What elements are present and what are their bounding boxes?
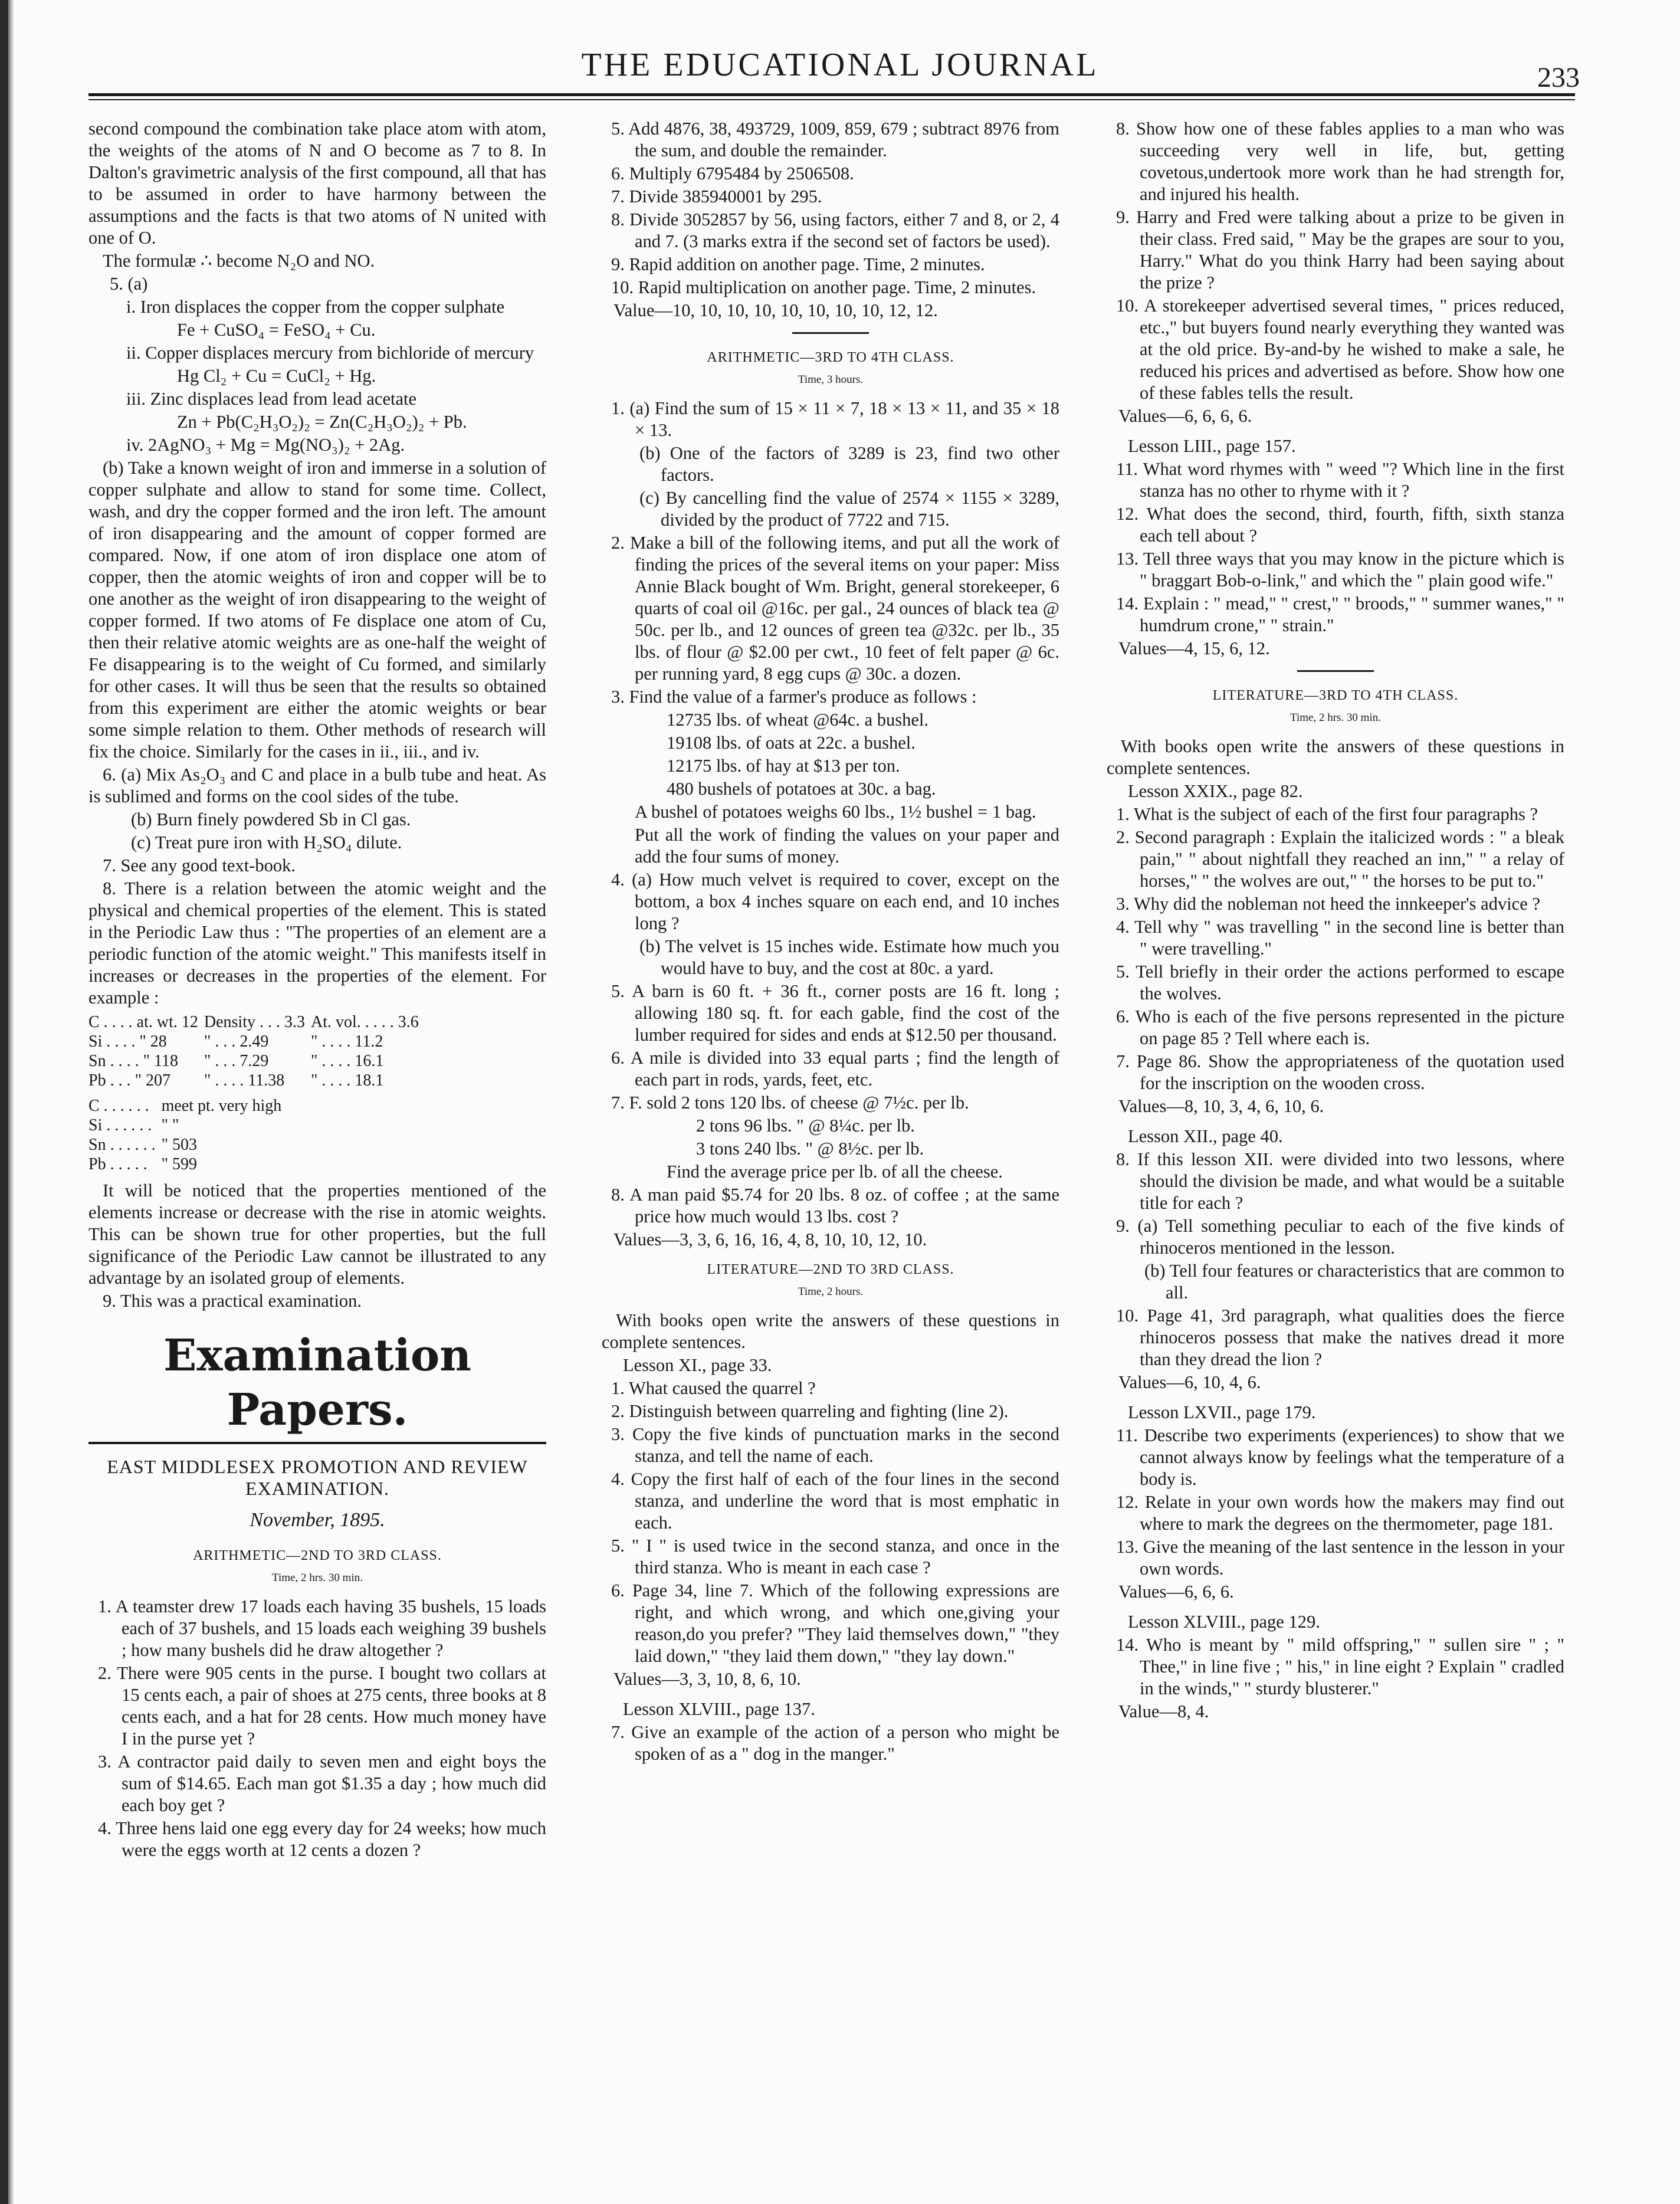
exam-title: EAST MIDDLESEX PROMOTION AND REVIEW EXAMINATION. <box>107 1456 528 1499</box>
question-part: iii. Zinc displaces lead from lead acetate <box>126 389 417 409</box>
paragraph: It will be noticed that the properties mentioned of the elements increase or decrease with the rise in atomic weights. This can be shown true for other properties, but the full significance of the Periodic Law cannot be illustrated to any advantage by an isolated group of elements. <box>88 1180 546 1288</box>
question: 5. (a) <box>110 274 148 294</box>
question: 9. (a) Tell something peculiar to each of the five kinds of rhinoceros mentioned in the lesson. <box>1116 1216 1564 1258</box>
table-row <box>88 1096 287 1116</box>
values-line: Values—6, 6, 6. <box>1118 1582 1234 1602</box>
table-row <box>88 1135 287 1155</box>
column-middle <box>602 118 1059 2183</box>
time-allowed: Time, 2 hrs. 30 min. <box>272 1572 363 1584</box>
question: 1. A teamster drew 17 loads each having 35 bushels, 15 loads each of 37 bushels, and 15 loads each weighing 39 bushels ; how many bushels did he draw altogether ? <box>98 1596 546 1660</box>
page-edge-shadow <box>8 0 14 2204</box>
equation: Fe + CuSO₄ = FeSO₄ + Cu. <box>177 320 376 340</box>
values-line: Values—4, 15, 6, 12. <box>1118 638 1270 658</box>
values-line: Values—3, 3, 10, 8, 6, 10. <box>613 1669 801 1689</box>
question: 3. A contractor paid daily to seven men and eight boys the sum of $14.65. Each man got $1.35 a day ; how much did each boy get ? <box>98 1752 546 1815</box>
question: 5. A barn is 60 ft. + 36 ft., corner posts are 16 ft. long ; allowing 180 sq. ft. for each gable, find the cost of the lumber required for sides and ends at $12.50 per thousand. <box>611 981 1059 1045</box>
table-cell: " . . . . 16.1 <box>311 1052 384 1070</box>
table-cell: At. vol. . . . . 3.6 <box>311 1013 419 1031</box>
question-part: (b) Tell four features or characteristics that are common to all. <box>1144 1261 1564 1303</box>
table-row <box>88 1155 287 1174</box>
question: 8. Divide 3052857 by 56, using factors, either 7 and 8, or 2, 4 and 7. (3 marks extra if the second set of factors be used). <box>611 209 1059 251</box>
question: 13. Tell three ways that you may know in the picture which is " braggart Bob-o-link," and which the " plain good wife." <box>1116 549 1564 591</box>
paragraph: With books open write the answers of these questions in complete sentences. <box>602 1310 1059 1352</box>
values-line: Value—8, 4. <box>1118 1701 1209 1721</box>
values-line: Values—6, 6, 6, 6. <box>1118 406 1252 426</box>
subsection-heading: LITERATURE—3RD TO 4TH CLASS. <box>1212 688 1459 703</box>
question: 14. Explain : " mead," " crest," " broods," " summer wanes," " humdrum crone," " strain." <box>1116 593 1564 635</box>
values-line: Values—8, 10, 3, 4, 6, 10, 6. <box>1118 1096 1324 1116</box>
time-allowed: Time, 2 hours. <box>798 1285 864 1298</box>
table-cell: Si . . . . . . <box>88 1116 152 1134</box>
paragraph: (b) Take a known weight of iron and immerse in a solution of copper sulphate and allow to stand for some time. Collect, wash, and dry the copper formed and the iron left. The amount of iron disappearing and the amount of copper formed are compared. Now, if one atom of iron displace one atom of copper, then the atomic weights of iron and copper will be to one another as the weight of iron disappearing to the weight of copper formed. If two atoms of Fe displace one atom of Cu, then their relative atomic weights are as one-half the weight of Fe disappearing is to the weight of Cu formed, and similarly for other cases. It will thus be seen that the results so obtained from this experiment are either the atomic weights or bear some simple relation to them. Other methods of research will fix the choice. Similarly for the cases in ii., iii., and iv. <box>88 458 546 762</box>
subsection-heading: LITERATURE—2ND TO 3RD CLASS. <box>707 1262 954 1277</box>
lesson-reference: Lesson XII., page 40. <box>1128 1126 1283 1146</box>
table-cell: " . . . 2.49 <box>204 1032 269 1051</box>
header-rule-thin <box>88 99 1575 100</box>
question: 8. If this lesson XII. were divided into two lessons, where should the division be made, and what would be a suitable title for each ? <box>1116 1149 1564 1213</box>
question-part: iv. 2AgNO₃ + Mg = Mg(NO₃)₂ + 2Ag. <box>126 435 405 455</box>
question: 5. Tell briefly in their order the actions performed to escape the wolves. <box>1116 962 1564 1003</box>
values-line: Values—6, 10, 4, 6. <box>1118 1372 1261 1392</box>
equation: Zn + Pb(C₂H₃O₂)₂ = Zn(C₂H₃O₂)₂ + Pb. <box>177 412 467 432</box>
question-line: A bushel of potatoes weighs 60 lbs., 1½ bushel = 1 bag. <box>635 802 1036 822</box>
question: 11. What word rhymes with " weed "? Which line in the first stanza has no other to rhyme with it ? <box>1116 459 1564 501</box>
question-line: 12175 lbs. of hay at $13 per ton. <box>667 756 900 776</box>
question: 2. Distinguish between quarreling and fighting (line 2). <box>611 1401 1009 1421</box>
question: 8. A man paid $5.74 for 20 lbs. 8 oz. of coffee ; at the same price how much would 13 lbs. cost ? <box>611 1185 1059 1226</box>
equation: Hg Cl₂ + Cu = CuCl₂ + Hg. <box>177 366 376 386</box>
table-cell: " . . . 7.29 <box>204 1052 269 1070</box>
subsection-heading: ARITHMETIC—3RD TO 4TH CLASS. <box>707 350 954 365</box>
exam-date: November, 1895. <box>250 1509 385 1531</box>
table-cell: " 503 <box>161 1136 198 1154</box>
table-cell: Si . . . . " 28 <box>88 1032 167 1051</box>
values-line: Values—3, 3, 6, 16, 16, 4, 8, 10, 10, 12, 10. <box>613 1229 927 1249</box>
lesson-reference: Lesson LIII., page 157. <box>1128 436 1296 456</box>
question-part: (b) Burn finely powdered Sb in Cl gas. <box>131 809 411 829</box>
table-row <box>88 1032 425 1051</box>
section-rule <box>1297 670 1374 672</box>
table-cell: Sn . . . . " 118 <box>88 1052 178 1070</box>
question: 3. Find the value of a farmer's produce as follows : <box>611 687 977 707</box>
question: 12. What does the second, third, fourth, fifth, sixth stanza each tell about ? <box>1116 504 1564 546</box>
table-row <box>88 1116 287 1135</box>
melting-point-table <box>88 1096 287 1174</box>
question-part: (b) One of the factors of 3289 is 23, find two other factors. <box>639 443 1059 485</box>
table-cell: " . . . . 18.1 <box>311 1071 384 1090</box>
paragraph: With books open write the answers of these questions in complete sentences. <box>1107 736 1564 778</box>
question: 6. Who is each of the five persons represented in the picture on page 85 ? Tell where each is. <box>1116 1006 1564 1048</box>
header-rule-thick <box>88 93 1575 96</box>
question-line: 19108 lbs. of oats at 22c. a bushel. <box>667 733 916 753</box>
question: 2. Second paragraph : Explain the italicized words : " a bleak pain," " about nightfall they reached an inn," " a relay of horses," " the wolves are out," " the horses to be put to." <box>1116 827 1564 891</box>
lesson-reference: Lesson XI., page 33. <box>623 1355 772 1375</box>
lesson-reference: Lesson XXIX., page 82. <box>1128 781 1303 801</box>
question: 2. Make a bill of the following items, and put all the work of finding the prices of the several items on your paper: Miss Annie Black bought of Wm. Bright, general storekeeper, 6 quarts of coal oil @16c. per gal., 24 ounces of black tea @ 50c. per lb., and 12 ounces of green tea @32c. per lb., 35 lbs. of flour @ $2.00 per cwt., 10 feet of felt paper @ 6c. per running yard, 8 egg cups @ 30c. a dozen. <box>611 533 1059 684</box>
subsection-heading: ARITHMETIC—2ND TO 3RD CLASS. <box>193 1548 442 1563</box>
table-cell: Pb . . . . . <box>88 1155 147 1173</box>
question: 10. A storekeeper advertised several times, " prices reduced, etc.," but buyers found nearly everything they wanted was at the old price. By-and-by he wished to make a sale, he reduced his prices and advertised as before. Show how one of these fables tells the result. <box>1116 296 1564 403</box>
paragraph: second compound the combination take place atom with atom, the weights of the atoms of N and O become as 7 to 8. In Dalton's gravimetric analysis of the first compound, all that has to be assumed in order to have harmony between the assumptions and the facts is that two atoms of N united with one of O. <box>88 119 546 248</box>
heading-rule <box>88 1442 546 1444</box>
question-line: 3 tons 240 lbs. " @ 8½c. per lb. <box>696 1139 924 1159</box>
question: 10. Rapid multiplication on another page. Time, 2 minutes. <box>611 277 1036 297</box>
values-line: Value—10, 10, 10, 10, 10, 10, 10, 10, 12, 12. <box>613 300 938 320</box>
question: 4. Three hens laid one egg every day for 24 weeks; how much were the eggs worth at 12 cents a dozen ? <box>98 1818 546 1860</box>
question: 1. What caused the quarrel ? <box>611 1378 816 1398</box>
table-cell: " . . . . 11.38 <box>204 1071 285 1090</box>
time-allowed: Time, 2 hrs. 30 min. <box>1290 711 1381 724</box>
question: 2. There were 905 cents in the purse. I bought two collars at 15 cents each, a pair of shoes at 275 cents, three books at 8 cents each, and a hat for 28 cents. How much money have I in the purse yet ? <box>98 1663 546 1749</box>
question: 9. This was a practical examination. <box>103 1291 362 1311</box>
table-cell: Sn . . . . . . <box>88 1136 156 1154</box>
time-allowed: Time, 3 hours. <box>798 373 864 386</box>
table-cell: " 599 <box>161 1155 198 1173</box>
table-cell: " " <box>161 1116 179 1134</box>
question: 11. Describe two experiments (experiences) to show that we cannot always know by feelings what the temperature of a body is. <box>1116 1425 1564 1489</box>
page-edge <box>0 0 8 2204</box>
question: 4. (a) How much velvet is required to cover, except on the bottom, a box 4 inches square on each end, and 10 inches long ? <box>611 870 1059 933</box>
question-line: Find the average price per lb. of all the cheese. <box>667 1162 1003 1182</box>
journal-title: THE EDUCATIONAL JOURNAL <box>581 47 1099 83</box>
table-cell: C . . . . at. wt. 12 <box>88 1013 198 1031</box>
section-heading: Examination Papers. <box>163 1330 472 1435</box>
properties-table <box>88 1012 425 1090</box>
question: 14. Who is meant by " mild offspring," " sullen sire " ; " Thee," in line five ; " his," in line eight ? Explain " cradled in the winds," " sturdy blusterer." <box>1116 1635 1564 1698</box>
column-right <box>1107 118 1564 2183</box>
question: 1. What is the subject of each of the first four paragraphs ? <box>1116 804 1538 824</box>
question: 9. Harry and Fred were talking about a prize to be given in their class. Fred said, " May be the grapes are sour to you, Harry." What do you think Harry had been saying about the prize ? <box>1116 207 1564 293</box>
question: 6. A mile is divided into 33 equal parts ; find the length of each part in rods, yards, feet, etc. <box>611 1048 1059 1090</box>
column-left <box>88 118 546 2183</box>
question: 3. Why did the nobleman not heed the innkeeper's advice ? <box>1116 894 1540 914</box>
question: 7. F. sold 2 tons 120 lbs. of cheese @ 7½c. per lb. <box>611 1093 969 1113</box>
lesson-reference: Lesson XLVIII., page 129. <box>1128 1612 1320 1632</box>
question: 5. Add 4876, 38, 493729, 1009, 859, 679 ; subtract 8976 from the sum, and double the remainder. <box>611 119 1059 160</box>
table-cell: Pb . . . " 207 <box>88 1071 171 1090</box>
question: 8. There is a relation between the atomic weight and the physical and chemical properties of the element. This is stated in the Periodic Law thus : "The properties of an element are a periodic function of the atomic weight." This manifests itself in increases or decreases in the properties of the element. For example : <box>88 878 546 1008</box>
question: 3. Copy the five kinds of punctuation marks in the second stanza, and tell the name of each. <box>611 1424 1059 1466</box>
question-part: (c) Treat pure iron with H₂SO₄ dilute. <box>131 832 402 852</box>
question: 7. Divide 385940001 by 295. <box>611 186 822 206</box>
question: 1. (a) Find the sum of 15 × 11 × 7, 18 × 13 × 11, and 35 × 18 × 13. <box>611 398 1059 440</box>
question-part: (c) By cancelling find the value of 2574 × 1155 × 3289, divided by the product of 7722 and 715. <box>639 488 1059 530</box>
question-part: (b) The velvet is 15 inches wide. Estimate how much you would have to buy, and the cost at 80c. a yard. <box>639 936 1059 978</box>
table-cell: " . . . . 11.2 <box>311 1032 383 1051</box>
lesson-reference: Lesson XLVIII., page 137. <box>623 1699 815 1719</box>
question: 7. Page 86. Show the appropriateness of the quotation used for the inscription on the wooden cross. <box>1116 1051 1564 1093</box>
question-part: i. Iron displaces the copper from the copper sulphate <box>126 297 505 317</box>
question: 5. " I " is used twice in the second stanza, and once in the third stanza. Who is meant in each case ? <box>611 1536 1059 1577</box>
table-row <box>88 1071 425 1090</box>
question-line: 480 bushels of potatoes at 30c. a bag. <box>667 779 936 799</box>
question-line: 12735 lbs. of wheat @64c. a bushel. <box>667 710 928 730</box>
question: 4. Copy the first half of each of the four lines in the second stanza, and underline the word that is most emphatic in each. <box>611 1469 1059 1533</box>
section-rule <box>792 332 869 334</box>
table-cell: C . . . . . . <box>88 1097 149 1115</box>
question: 7. Give an example of the action of a person who might be spoken of as a " dog in the manger." <box>611 1722 1059 1764</box>
lesson-reference: Lesson LXVII., page 179. <box>1128 1402 1316 1422</box>
question: 4. Tell why " was travelling " in the second line is better than " were travelling." <box>1116 917 1564 959</box>
question: 6. Multiply 6795484 by 2506508. <box>611 163 854 183</box>
table-cell: Density . . . 3.3 <box>204 1013 305 1031</box>
question-part: ii. Copper displaces mercury from bichloride of mercury <box>126 343 534 363</box>
paragraph: The formulæ ∴ become N₂O and NO. <box>103 251 375 271</box>
question: 6. (a) Mix As₂O₃ and C and place in a bulb tube and heat. As is sublimed and forms on the cool sides of the tube. <box>88 765 546 806</box>
page-number: 233 <box>1537 62 1580 93</box>
table-cell: meet pt. very high <box>161 1097 282 1115</box>
table-row <box>88 1051 425 1071</box>
question: 12. Relate in your own words how the makers may find out where to mark the degrees on the thermometer, page 181. <box>1116 1492 1564 1534</box>
question-line: 2 tons 96 lbs. " @ 8¼c. per lb. <box>696 1116 915 1136</box>
question-line: Put all the work of finding the values on your paper and add the four sums of money. <box>635 825 1059 867</box>
question: 8. Show how one of these fables applies to a man who was succeeding very well in life, but, getting covetous,undertook more work than he had strength for, and injured his health. <box>1116 119 1564 204</box>
question: 6. Page 34, line 7. Which of the following expressions are right, and which wrong, and which one,giving your reason,do you prefer? "They laid themselves down," "they laid down," "they laid them down," "they lay down." <box>611 1580 1059 1666</box>
question: 13. Give the meaning of the last sentence in the lesson in your own words. <box>1116 1537 1564 1579</box>
table-row <box>88 1012 425 1032</box>
question: 9. Rapid addition on another page. Time, 2 minutes. <box>611 254 985 274</box>
question: 10. Page 41, 3rd paragraph, what qualities does the fierce rhinoceros possess that make the natives dread it more than they dread the lion ? <box>1116 1306 1564 1369</box>
question: 7. See any good text-book. <box>103 855 296 875</box>
